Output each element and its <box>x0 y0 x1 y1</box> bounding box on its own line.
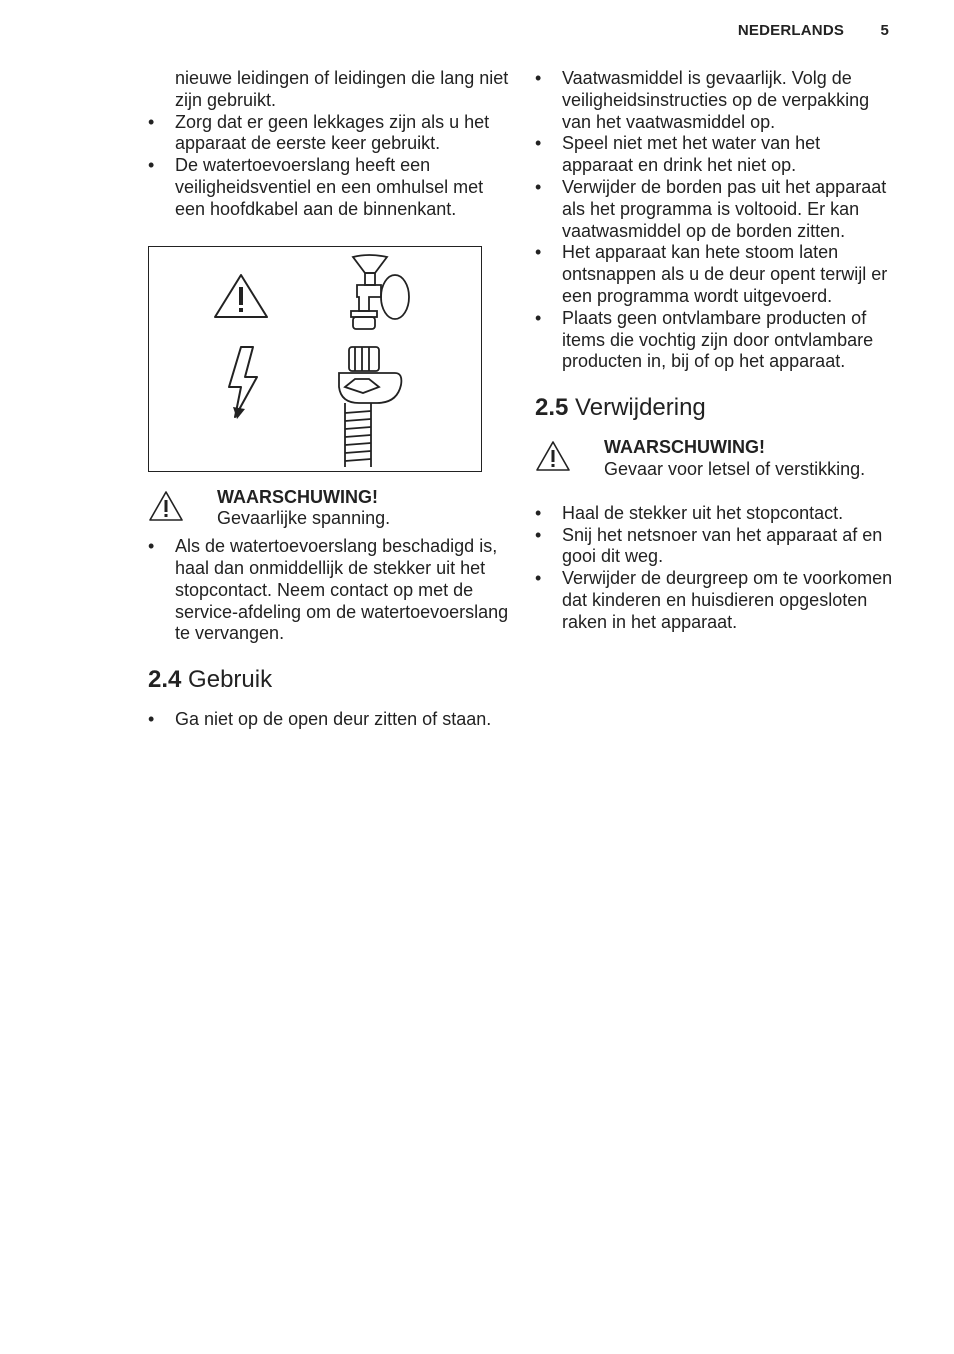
warning-title: WAARSCHUWING! <box>217 486 378 507</box>
lightning-icon <box>229 347 257 419</box>
section-number: 2.5 <box>535 394 569 422</box>
hose-connector-icon <box>339 347 401 467</box>
list-item: • Verwijder de borden pas uit het apparaat als het programma is voltooid. Er kan vaatwasmiddel op de borden zitten. <box>535 177 895 242</box>
warning-triangle-icon <box>148 490 184 522</box>
page-header <box>738 22 889 39</box>
section-title: Verwijdering <box>575 394 706 422</box>
warning-text: Gevaar voor letsel of verstikking. <box>604 458 866 479</box>
verwijdering-bullet-list <box>535 503 895 634</box>
safety-illustration <box>148 246 482 472</box>
left-column <box>148 68 510 731</box>
warning-title: WAARSCHUWING! <box>604 437 765 458</box>
hose-illustration <box>149 247 481 471</box>
continued-text: nieuwe leidingen of leidingen die lang niet zijn gebruikt. <box>175 68 509 110</box>
section-number: 2.4 <box>148 666 182 694</box>
list-item: • Verwijder de deurgreep om te voorkomen dat kinderen en huisdieren opgesloten raken in het apparaat. <box>535 568 895 633</box>
list-item: • Snij het netsnoer van het apparaat af en gooi dit weg. <box>535 525 895 569</box>
header-language: NEDERLANDS <box>737 22 845 39</box>
section-title: Gebruik <box>188 666 273 694</box>
section-heading-gebruik <box>148 665 510 695</box>
list-item: • Plaats geen ontvlambare producten of items die vochtig zijn door ontvlambare producten in, bij of op het apparaat. <box>535 308 895 373</box>
list-item: • De watertoevoerslang heeft een veiligheidsventiel en een omhulsel met een hoofdkabel aan de binnenkant. <box>148 155 510 220</box>
right-column <box>535 68 895 634</box>
list-item: • Het apparaat kan hete stoom laten ontsnappen als u de deur opent terwijl er een programma wordt uitgevoerd. <box>535 242 895 307</box>
warning-text: Gevaarlijke spanning. <box>217 508 391 529</box>
water-tap-icon <box>351 255 409 329</box>
page-number: 5 <box>880 22 889 39</box>
list-item: • Vaatwasmiddel is gevaarlijk. Volg de veiligheidsinstructies op de verpakking van het vaatwasmiddel op. <box>535 68 895 133</box>
voltage-warning <box>148 487 510 531</box>
section-heading-verwijdering <box>535 393 895 423</box>
gebruik-bullet-list <box>148 709 510 731</box>
warning-triangle-icon <box>535 440 571 472</box>
list-item: • Haal de stekker uit het stopcontact. <box>535 503 895 525</box>
list-item: • Zorg dat er geen lekkages zijn als u het apparaat de eerste keer gebruikt. <box>148 112 510 156</box>
list-item: • Als de watertoevoerslang beschadigd is, haal dan onmiddellijk de stekker uit het stopcontact. Neem contact op met de service-afdeling om de watertoevoerslang te vervangen. <box>148 536 510 645</box>
suffocation-warning <box>535 437 895 481</box>
right-bullet-list-top <box>535 68 895 373</box>
warning-triangle-icon <box>215 275 267 317</box>
left-bullet-list-after-warning <box>148 536 510 645</box>
left-bullet-list-top <box>148 112 510 221</box>
list-item: • Speel niet met het water van het apparaat en drink het niet op. <box>535 133 895 177</box>
list-item: • Ga niet op de open deur zitten of staan. <box>148 709 510 731</box>
